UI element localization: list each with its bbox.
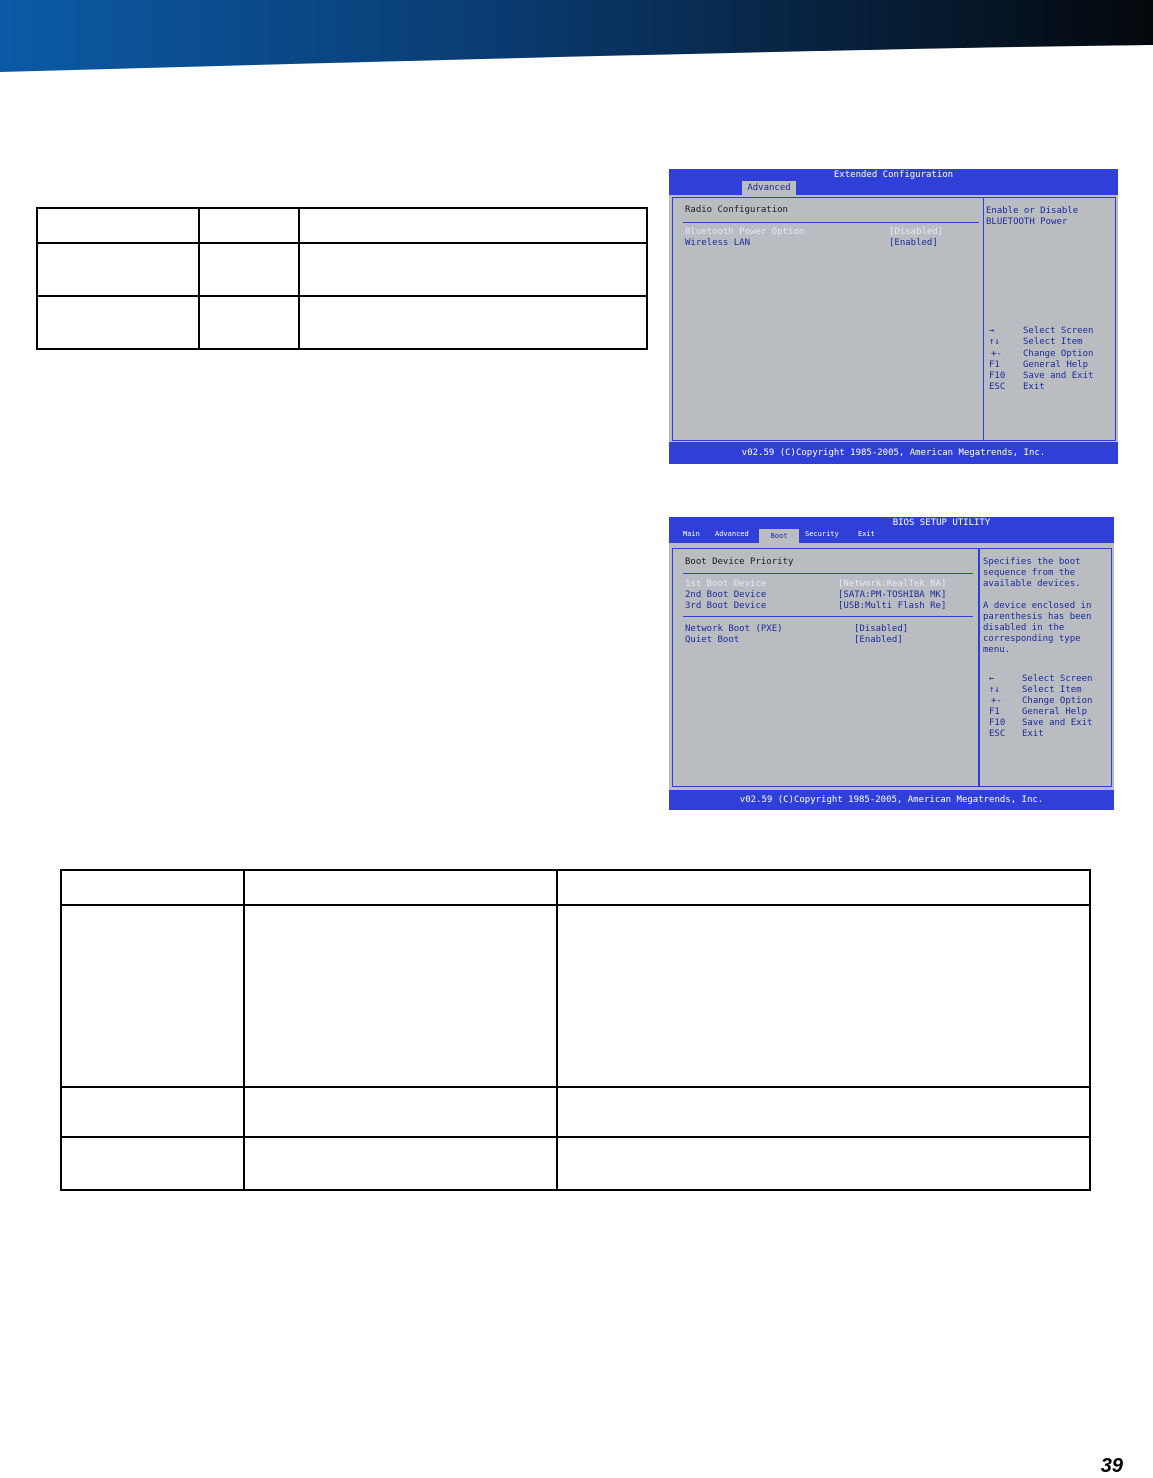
section-title: Radio Configuration	[685, 205, 788, 215]
boot-device-3-value[interactable]: [USB:Multi Flash Re]	[838, 601, 947, 611]
page-number: 39	[1100, 1455, 1123, 1477]
table-cell	[299, 243, 647, 296]
table-cell	[244, 870, 557, 905]
table-cell	[557, 870, 1090, 905]
network-boot-label[interactable]: Network Boot (PXE)	[685, 624, 783, 634]
table-cell	[244, 905, 557, 1087]
table-cell	[37, 243, 199, 296]
help-line: available devices.	[983, 579, 1081, 589]
key-action: Save and Exit	[1022, 718, 1093, 728]
key-f10: F10	[989, 371, 1006, 381]
table-row	[37, 296, 647, 349]
bios-header-title: Extended Configuration	[833, 170, 954, 180]
key-action: Select Screen	[1023, 326, 1094, 336]
tab-security[interactable]: Security	[805, 530, 839, 538]
tab-advanced[interactable]: Advanced	[715, 530, 749, 538]
table-row	[61, 1137, 1090, 1190]
table-cell	[61, 870, 244, 905]
table-cell	[557, 1087, 1090, 1137]
key-action: Select Item	[1023, 337, 1083, 347]
quiet-boot-label[interactable]: Quiet Boot	[685, 635, 740, 645]
table-cell	[37, 296, 199, 349]
boot-settings-table	[60, 869, 1091, 1191]
bios-header-bar	[669, 169, 1118, 195]
table-header-row	[61, 870, 1090, 905]
table-row	[61, 905, 1090, 1087]
boot-device-1-label[interactable]: 1st Boot Device	[685, 579, 767, 589]
table-cell	[299, 208, 647, 243]
section-title: Boot Device Priority	[685, 557, 794, 567]
section-divider	[683, 222, 979, 223]
key-up-down-arrows-icon: ↑↓	[989, 685, 1000, 695]
tab-advanced[interactable]: Advanced	[742, 181, 796, 195]
key-up-down-arrows-icon: ↑↓	[989, 337, 1000, 347]
table-cell	[199, 243, 299, 296]
wireless-lan-value[interactable]: [Enabled]	[889, 238, 938, 248]
page-header-banner	[0, 0, 1153, 75]
help-line: A device enclosed in	[983, 601, 1092, 611]
help-line: corresponding type	[983, 634, 1081, 644]
table-cell	[244, 1087, 557, 1137]
bios-footer-bar: v02.59 (C)Copyright 1985-2005, American Megatrends, Inc.	[669, 442, 1118, 464]
key-plus-minus: +-	[991, 696, 1002, 706]
boot-device-3-label[interactable]: 3rd Boot Device	[685, 601, 767, 611]
key-left-arrow-icon: ←	[989, 674, 995, 684]
key-action: Change Option	[1022, 696, 1093, 706]
tab-main[interactable]: Main	[683, 530, 700, 538]
key-action: Select Item	[1022, 685, 1082, 695]
table-cell	[61, 1087, 244, 1137]
section-divider	[683, 616, 973, 617]
table-cell	[199, 296, 299, 349]
boot-device-2-label[interactable]: 2nd Boot Device	[685, 590, 767, 600]
key-f1: F1	[989, 707, 1000, 717]
help-line: Specifies the boot	[983, 557, 1081, 567]
key-right-arrow-icon: →	[989, 326, 995, 336]
bios-header-title: BIOS SETUP UTILITY	[892, 518, 991, 528]
key-action: Exit	[1022, 729, 1044, 739]
table-cell	[37, 208, 199, 243]
key-action: Save and Exit	[1023, 371, 1094, 381]
table-row	[37, 243, 647, 296]
table-cell	[557, 905, 1090, 1087]
boot-device-1-value[interactable]: [Network:RealTek BA]	[838, 579, 947, 589]
bluetooth-power-option-label[interactable]: Bluetooth Power Option	[685, 227, 805, 237]
help-line: Enable or Disable	[986, 206, 1079, 216]
bios-footer-bar: v02.59 (C)Copyright 1985-2005, American Megatrends, Inc.	[669, 790, 1114, 810]
help-line: BLUETOOTH Power	[986, 217, 1068, 227]
bios-help-pane	[983, 197, 1116, 441]
tab-boot[interactable]: Boot	[759, 529, 799, 543]
bios-boot-priority-screenshot	[669, 517, 1114, 810]
help-line: menu.	[983, 645, 1011, 655]
key-action: Change Option	[1023, 349, 1094, 359]
bios-radio-config-screenshot	[669, 169, 1118, 464]
key-action: Select Screen	[1022, 674, 1093, 684]
help-line: disabled in the	[983, 623, 1065, 633]
key-esc: ESC	[989, 729, 1006, 739]
key-plus-minus: +-	[991, 349, 1002, 359]
radio-settings-table	[36, 207, 648, 350]
tab-exit[interactable]: Exit	[858, 530, 875, 538]
table-cell	[244, 1137, 557, 1190]
section-divider	[683, 573, 973, 574]
key-esc: ESC	[989, 382, 1006, 392]
table-cell	[199, 208, 299, 243]
bios-header-bar	[669, 517, 1114, 543]
key-f10: F10	[989, 718, 1006, 728]
table-cell	[299, 296, 647, 349]
help-line: sequence from the	[983, 568, 1076, 578]
table-cell	[557, 1137, 1090, 1190]
key-f1: F1	[989, 360, 1000, 370]
key-action: General Help	[1022, 707, 1088, 717]
network-boot-value[interactable]: [Disabled]	[854, 624, 909, 634]
table-cell	[61, 1137, 244, 1190]
table-row	[61, 1087, 1090, 1137]
key-action: General Help	[1023, 360, 1089, 370]
boot-device-2-value[interactable]: [SATA:PM-TOSHIBA MK]	[838, 590, 947, 600]
help-line: parenthesis has been	[983, 612, 1092, 622]
bluetooth-power-option-value[interactable]: [Disabled]	[889, 227, 944, 237]
key-action: Exit	[1023, 382, 1045, 392]
wireless-lan-label[interactable]: Wireless LAN	[685, 238, 751, 248]
quiet-boot-value[interactable]: [Enabled]	[854, 635, 903, 645]
table-cell	[61, 905, 244, 1087]
table-header-row	[37, 208, 647, 243]
